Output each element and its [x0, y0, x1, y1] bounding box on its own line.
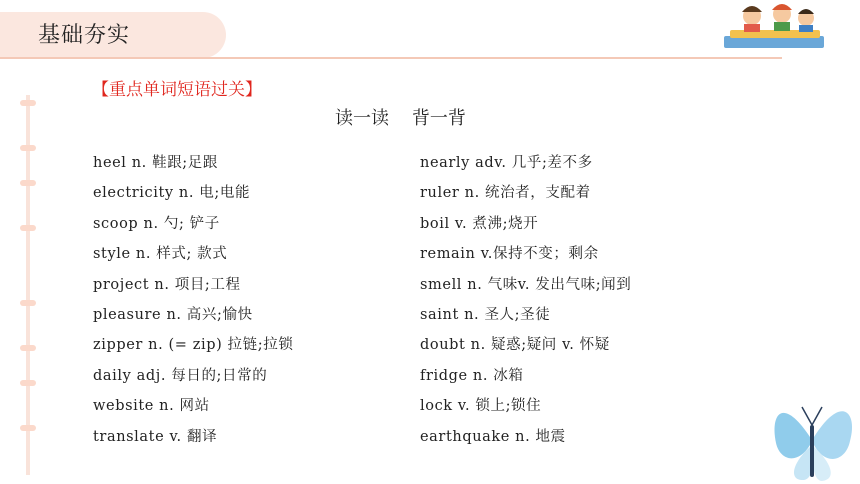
vocab-item: earthquake n. 地震	[420, 428, 566, 445]
vocab-item: translate v. 翻译	[93, 428, 218, 445]
side-decoration-bar	[26, 95, 30, 475]
vocab-item: website n. 网站	[93, 398, 210, 415]
header-divider	[0, 57, 782, 59]
vocab-item: pleasure n. 高兴;愉快	[93, 306, 253, 323]
vocab-item: fridge n. 冰箱	[420, 367, 524, 384]
vocab-item: remain v.保持不变；剩余	[420, 246, 599, 263]
vocab-item: electricity n. 电;电能	[93, 185, 251, 202]
butterfly-illustration-icon	[762, 385, 860, 484]
vocab-item: scoop n. 勺; 铲子	[93, 215, 220, 232]
side-dot	[20, 100, 36, 106]
side-dot	[20, 380, 36, 386]
side-dot	[20, 425, 36, 431]
vocab-item: saint n. 圣人;圣徒	[420, 306, 551, 323]
section-heading: 读一读 背一背	[335, 108, 466, 129]
side-dot	[20, 345, 36, 351]
side-dot	[20, 300, 36, 306]
kids-reading-illustration-icon	[720, 0, 830, 52]
vocab-item: boil v. 煮沸;烧开	[420, 215, 539, 232]
vocab-item: style n. 样式; 款式	[93, 246, 228, 263]
vocab-item: doubt n. 疑惑;疑问 v. 怀疑	[420, 337, 610, 354]
side-dot	[20, 145, 36, 151]
vocab-item: nearly adv. 几乎;差不多	[420, 155, 593, 171]
side-dot	[20, 225, 36, 231]
side-dot	[20, 180, 36, 186]
vocab-item: lock v. 锁上;锁住	[420, 398, 542, 415]
vocab-column-left	[93, 152, 293, 456]
vocab-item: heel n. 鞋跟;足跟	[93, 155, 218, 171]
page-title: 基础夯实	[38, 23, 131, 48]
vocab-item: daily adj. 每日的;日常的	[93, 367, 268, 384]
section-subtitle: 【重点单词短语过关】	[92, 80, 262, 100]
vocab-item: zipper n. (= zip) 拉链;拉锁	[93, 337, 294, 354]
vocab-item: project n. 项目;工程	[93, 276, 241, 293]
vocab-item: smell n. 气味v. 发出气味;闻到	[420, 276, 632, 293]
vocab-item: ruler n. 统治者，支配着	[420, 185, 591, 202]
vocab-column-right	[420, 152, 631, 456]
